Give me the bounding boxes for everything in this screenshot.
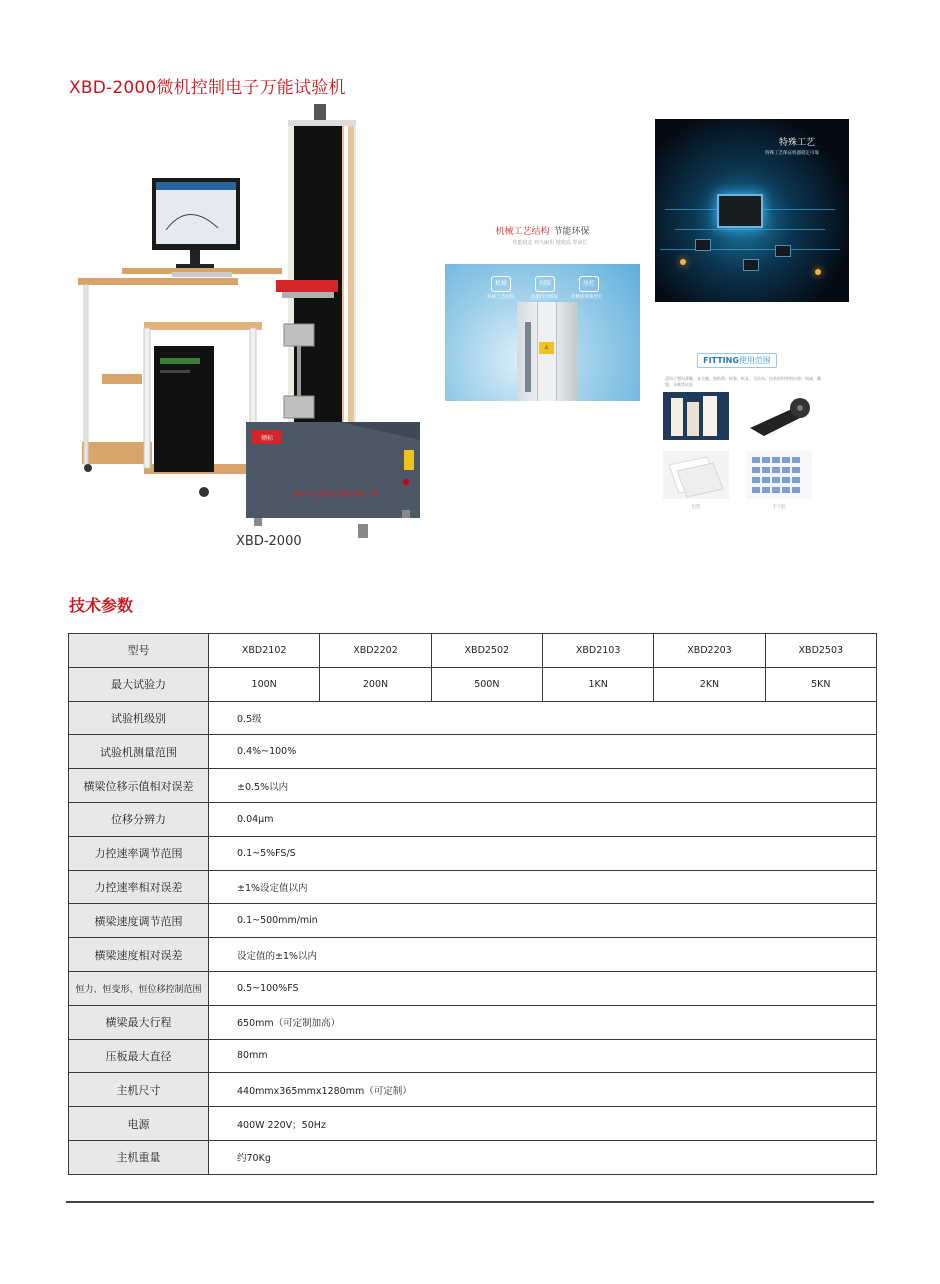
pc-tower	[154, 346, 214, 472]
spec-label: 电源	[69, 1107, 209, 1141]
spec-value: 0.5级	[209, 701, 877, 735]
spec-value: 0.5~100%FS	[209, 971, 877, 1005]
upper-grip	[284, 324, 314, 346]
nonwoven-roll-image	[746, 392, 812, 440]
spec-label: 最大试验力	[69, 667, 209, 701]
spec-label: 横梁速度调节范围	[69, 904, 209, 938]
keyboard	[172, 272, 232, 277]
mechanical-structure-panel	[445, 264, 640, 401]
spec-value: 400W 220V；50Hz	[209, 1107, 877, 1141]
table-row	[69, 836, 877, 870]
spec-label: 压板最大直径	[69, 1039, 209, 1073]
table-row	[69, 971, 877, 1005]
spec-value: 80mm	[209, 1039, 877, 1073]
desk-keyboard-shelf	[78, 278, 238, 285]
craft-panel-subtitle: 特殊工艺保证机器稳定可靠	[765, 151, 819, 156]
fitting-title-en: FITTING	[703, 356, 739, 365]
mech-badge-3: 丝杠	[579, 276, 599, 292]
table-row	[69, 1073, 877, 1107]
force-cell: 2KN	[654, 667, 765, 701]
model-cell: XBD2202	[320, 634, 431, 668]
fitting-label-2: 不干胶	[772, 505, 786, 510]
spec-label: 横梁位移示值相对误差	[69, 769, 209, 803]
warning-icon: ⚠	[539, 342, 554, 354]
force-cell: 1KN	[542, 667, 653, 701]
table-row	[69, 701, 877, 735]
column-closeup	[517, 302, 577, 401]
spec-value: 650mm（可定制加高）	[209, 1005, 877, 1039]
machine-brand-text: 上海倾标检测仪器制造有限公司	[286, 490, 378, 498]
spec-label: 恒力、恒变形、恒位移控制范围	[69, 971, 209, 1005]
mech-badge-label-1: 机械工艺结构	[487, 295, 514, 300]
mech-badge-2: 伺服	[535, 276, 555, 292]
spec-label: 主机尺寸	[69, 1073, 209, 1107]
special-craft-panel	[655, 119, 849, 302]
table-row	[69, 904, 877, 938]
film-rolls-image	[663, 392, 729, 440]
mech-badge-label-2: 伺服传动机构	[531, 295, 558, 300]
model-cell: XBD2502	[431, 634, 542, 668]
fitting-panel-heading	[697, 353, 777, 368]
model-cell: XBD2203	[654, 634, 765, 668]
spec-value: 0.1~5%FS/S	[209, 836, 877, 870]
spec-label: 力控速率调节范围	[69, 836, 209, 870]
table-row	[69, 1039, 877, 1073]
spec-label: 试验机测量范围	[69, 735, 209, 769]
spec-value: 约70Kg	[209, 1140, 877, 1174]
force-cell: 5KN	[765, 667, 876, 701]
testing-machine-image	[78, 100, 428, 540]
table-row	[69, 634, 877, 668]
chip-icon	[717, 194, 763, 228]
spec-value: 0.4%~100%	[209, 735, 877, 769]
fitting-description: 适用于塑料薄膜、复合膜、胶粘带、标签、纸张、无纺布、包装材料等的拉伸、剥离、撕裂、穿刺等试验	[665, 376, 821, 387]
table-row	[69, 870, 877, 904]
spec-value: 440mmx365mmx1280mm（可定制）	[209, 1073, 877, 1107]
crosshead	[276, 280, 338, 292]
model-cell: XBD2503	[765, 634, 876, 668]
page-title: XBD-2000微机控制电子万能试验机	[69, 78, 346, 98]
table-row	[69, 1107, 877, 1141]
table-row	[69, 1005, 877, 1039]
spec-value: ±1%设定值以内	[209, 870, 877, 904]
table-row	[69, 735, 877, 769]
model-cell: XBD2103	[542, 634, 653, 668]
spec-label: 横梁最大行程	[69, 1005, 209, 1039]
mech-badge-label-3: 高精密滚珠丝杠	[571, 295, 603, 300]
table-row	[69, 667, 877, 701]
lower-grip	[284, 396, 314, 418]
spec-label: 主机重量	[69, 1140, 209, 1174]
paper-sheets-image	[663, 451, 729, 499]
table-row	[69, 802, 877, 836]
spec-value: 0.04μm	[209, 802, 877, 836]
force-cell: 500N	[431, 667, 542, 701]
mech-badge-1: 机械	[491, 276, 511, 292]
table-row	[69, 938, 877, 972]
spec-label: 试验机级别	[69, 701, 209, 735]
mechanical-panel-title: 机械工艺结构	[495, 227, 550, 237]
spec-value: 0.1~500mm/min	[209, 904, 877, 938]
spec-table	[68, 633, 877, 1175]
mechanical-panel-subtitle: 性能稳定 经久耐用 精度高 寿命长	[512, 240, 588, 246]
spec-label: 力控速率相对误差	[69, 870, 209, 904]
fitting-label-1: 包装	[691, 505, 701, 510]
led-icon	[680, 259, 686, 265]
fitting-title-cn: 使用范围	[738, 356, 771, 365]
mechanical-panel-heading	[445, 224, 640, 237]
machine-caption: XBD-2000	[236, 534, 302, 549]
force-cell: 100N	[209, 667, 320, 701]
mechanical-panel-title-suffix: 节能环保	[553, 227, 590, 237]
model-cell: XBD2102	[209, 634, 320, 668]
table-row	[69, 1140, 877, 1174]
label-sheets-image	[746, 451, 812, 499]
spec-label: 横梁速度相对误差	[69, 938, 209, 972]
footer-divider	[66, 1201, 874, 1203]
svg-text:倾标: 倾标	[260, 435, 274, 442]
table-row	[69, 769, 877, 803]
spec-label: 位移分辨力	[69, 802, 209, 836]
spec-value: 设定值的±1%以内	[209, 938, 877, 972]
craft-panel-title: 特殊工艺	[778, 138, 815, 148]
spec-label: 型号	[69, 634, 209, 668]
spec-value: ±0.5%以内	[209, 769, 877, 803]
section-title: 技术参数	[69, 596, 134, 615]
force-cell: 200N	[320, 667, 431, 701]
